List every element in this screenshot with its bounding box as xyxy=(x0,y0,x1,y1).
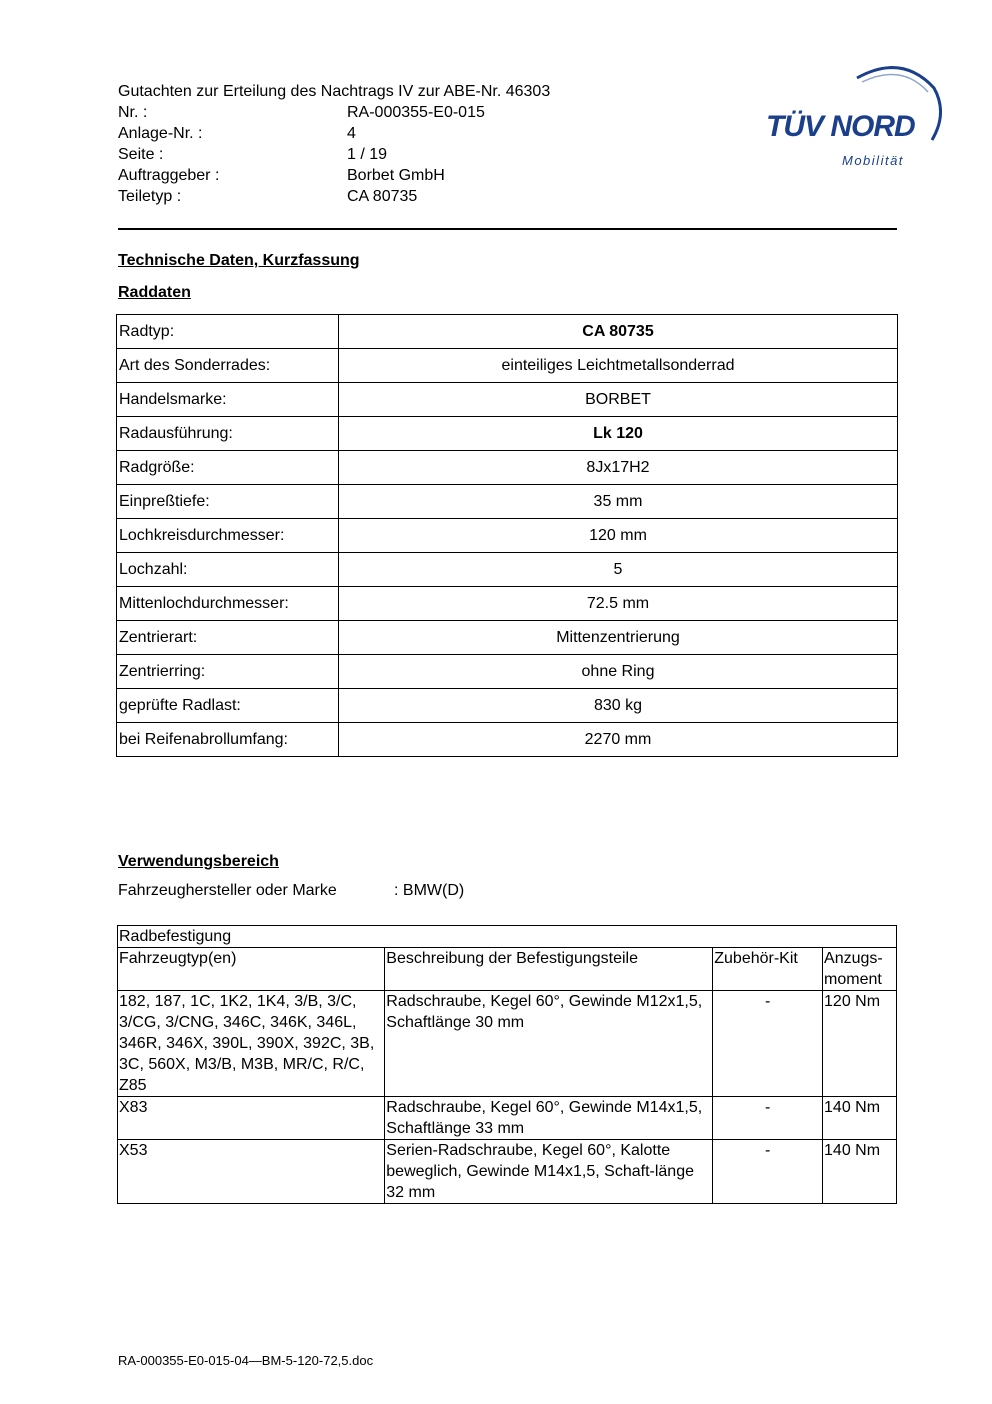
row-label: Radausführung: xyxy=(117,417,339,451)
table-row xyxy=(117,553,898,587)
row-value: BORBET xyxy=(339,383,898,417)
table-row xyxy=(117,519,898,553)
row-value: einteiliges Leichtmetallsonderrad xyxy=(339,349,898,383)
logo-wordmark: TÜV NORD xyxy=(766,110,915,143)
row-label: Zentrierring: xyxy=(117,655,339,689)
table-row xyxy=(117,417,898,451)
meta-label: Anlage-Nr. : xyxy=(118,125,203,142)
meta-value: RA-000355-E0-015 xyxy=(347,104,485,121)
table-row xyxy=(118,1140,897,1204)
row-label: Einpreßtiefe: xyxy=(117,485,339,519)
column-header: Anzugs- moment xyxy=(823,948,897,991)
maker-label: Fahrzeughersteller oder Marke xyxy=(118,882,337,899)
meta-row-nr xyxy=(118,102,550,123)
meta-label: Auftraggeber : xyxy=(118,167,220,184)
column-header: Fahrzeugtyp(en) xyxy=(118,948,385,991)
row-value: 8Jx17H2 xyxy=(339,451,898,485)
tuev-nord-logo xyxy=(762,58,942,173)
table-row xyxy=(117,621,898,655)
raddaten-table xyxy=(116,314,898,757)
row-label: Radtyp: xyxy=(117,315,339,349)
cell-anzugsmoment: 120 Nm xyxy=(823,991,897,1097)
meta-row-anlage xyxy=(118,123,550,144)
cell-fahrzeugtyp: 182, 187, 1C, 1K2, 1K4, 3/B, 3/C, 3/CG, 3/CNG, 346C, 346K, 346L, 346R, 346X, 390L, 390X, 392C, 3B, 3C, 560X, M3/B, M3B, MR/C, R/C, Z85 xyxy=(118,991,385,1097)
cell-beschreibung: Serien-Radschraube, Kegel 60°, Kalotte beweglich, Gewinde M14x1,5, Schaft-länge 32 mm xyxy=(385,1140,713,1204)
maker-value: : BMW(D) xyxy=(394,882,465,899)
row-value: 120 mm xyxy=(339,519,898,553)
table-row xyxy=(117,451,898,485)
table-row xyxy=(117,315,898,349)
row-value: 35 mm xyxy=(339,485,898,519)
table-row xyxy=(117,383,898,417)
meta-row-teiletyp xyxy=(118,186,550,207)
meta-label: Nr. : xyxy=(118,104,148,121)
cell-zubehoer: - xyxy=(713,1097,823,1140)
table-row xyxy=(117,689,898,723)
meta-row-auftraggeber xyxy=(118,165,550,186)
meta-value: CA 80735 xyxy=(347,188,418,205)
meta-label: Teiletyp : xyxy=(118,188,182,205)
row-label: Radgröße: xyxy=(117,451,339,485)
row-label: Handelsmarke: xyxy=(117,383,339,417)
row-label: Lochkreisdurchmesser: xyxy=(117,519,339,553)
meta-row-seite xyxy=(118,144,550,165)
table-title: Radbefestigung xyxy=(118,926,897,948)
section-heading-raddaten: Raddaten xyxy=(118,284,191,301)
row-label: Lochzahl: xyxy=(117,553,339,587)
table-row xyxy=(117,587,898,621)
table-row xyxy=(118,991,897,1097)
section-heading-verwendung: Verwendungsbereich xyxy=(118,853,279,870)
cell-zubehoer: - xyxy=(713,1140,823,1204)
logo-subtitle: Mobilität xyxy=(842,153,904,168)
row-label: Zentrierart: xyxy=(117,621,339,655)
footer-filename: RA-000355-E0-015-04—BM-5-120-72,5.doc xyxy=(118,1353,374,1368)
meta-value: Borbet GmbH xyxy=(347,167,445,184)
cell-beschreibung: Radschraube, Kegel 60°, Gewinde M14x1,5, Schaftlänge 33 mm xyxy=(385,1097,713,1140)
document-header xyxy=(118,81,550,207)
row-value: 72.5 mm xyxy=(339,587,898,621)
row-label: bei Reifenabrollumfang: xyxy=(117,723,339,757)
section-heading-technical: Technische Daten, Kurzfassung xyxy=(118,252,360,269)
cell-fahrzeugtyp: X83 xyxy=(118,1097,385,1140)
radbefestigung-table xyxy=(117,925,897,1204)
row-label: geprüfte Radlast: xyxy=(117,689,339,723)
row-label: Art des Sonderrades: xyxy=(117,349,339,383)
cell-fahrzeugtyp: X53 xyxy=(118,1140,385,1204)
maker-line xyxy=(118,882,464,900)
cell-anzugsmoment: 140 Nm xyxy=(823,1140,897,1204)
table-header-row xyxy=(118,948,897,991)
column-header: Beschreibung der Befestigungsteile xyxy=(385,948,713,991)
row-value: Lk 120 xyxy=(339,417,898,451)
table-row xyxy=(117,349,898,383)
table-row xyxy=(117,723,898,757)
row-value: ohne Ring xyxy=(339,655,898,689)
meta-value: 4 xyxy=(347,125,356,142)
column-header: Zubehör-Kit xyxy=(713,948,823,991)
meta-value: 1 / 19 xyxy=(347,146,388,163)
cell-zubehoer: - xyxy=(713,991,823,1097)
table-title-row xyxy=(118,926,897,948)
header-divider xyxy=(118,228,897,230)
table-row xyxy=(117,655,898,689)
row-value: CA 80735 xyxy=(339,315,898,349)
row-value: 5 xyxy=(339,553,898,587)
row-label: Mittenlochdurchmesser: xyxy=(117,587,339,621)
meta-label: Seite : xyxy=(118,146,164,163)
table-row xyxy=(118,1097,897,1140)
document-title: Gutachten zur Erteilung des Nachtrags IV zur ABE-Nr. 46303 xyxy=(118,83,551,100)
row-value: 2270 mm xyxy=(339,723,898,757)
cell-anzugsmoment: 140 Nm xyxy=(823,1097,897,1140)
row-value: Mittenzentrierung xyxy=(339,621,898,655)
row-value: 830 kg xyxy=(339,689,898,723)
table-row xyxy=(117,485,898,519)
cell-beschreibung: Radschraube, Kegel 60°, Gewinde M12x1,5, Schaftlänge 30 mm xyxy=(385,991,713,1097)
